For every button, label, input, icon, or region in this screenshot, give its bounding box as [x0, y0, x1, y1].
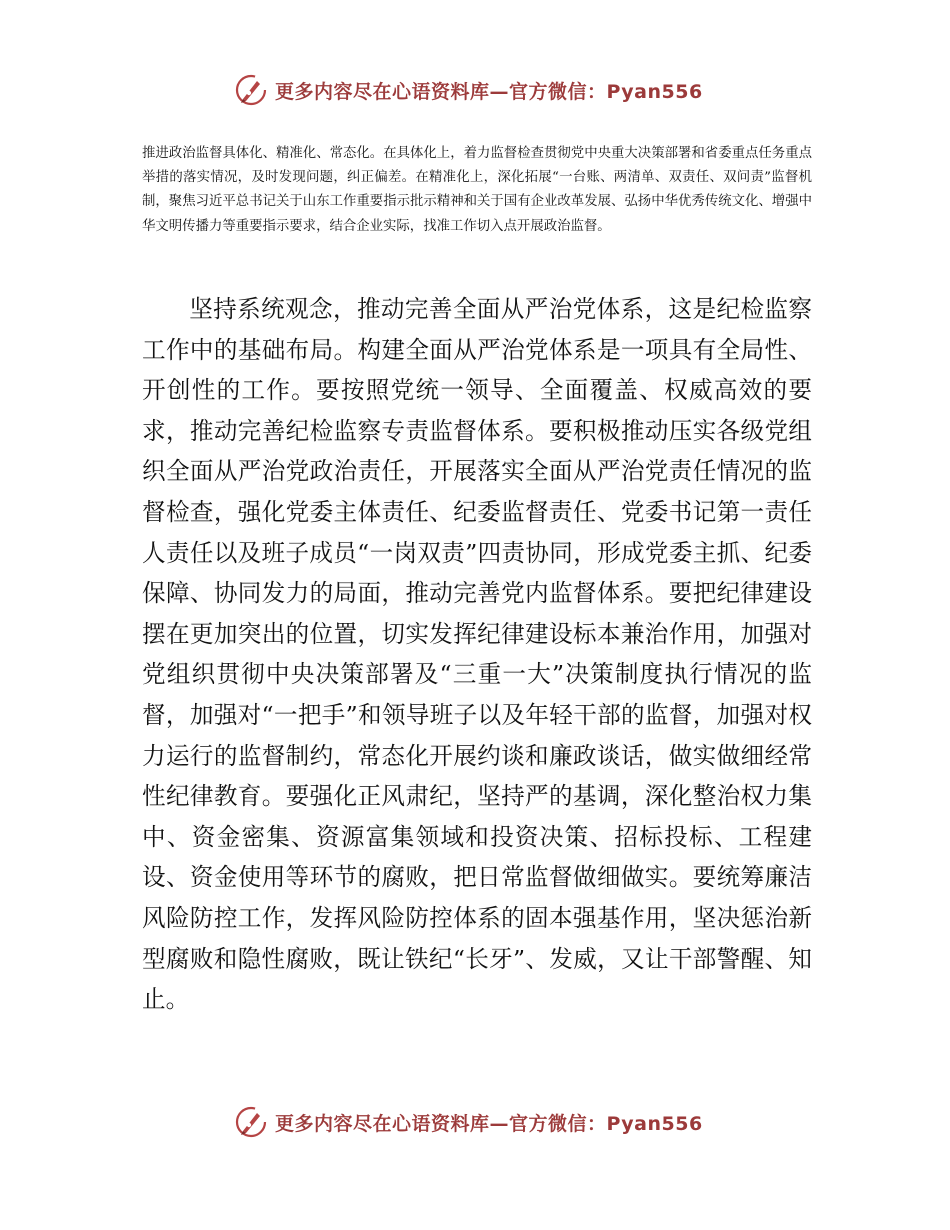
pen-circle-logo-icon: [233, 72, 269, 108]
header-banner-text: 更多内容尽在心语资料库—官方微信：Pyan556: [275, 80, 703, 103]
footer-banner-text: 更多内容尽在心语资料库—官方微信：Pyan556: [275, 1112, 703, 1135]
header-banner: [233, 70, 703, 110]
pen-circle-logo-icon: [233, 1104, 269, 1140]
body-paragraph-2: 坚持系统观念，推动完善全面从严治党体系，这是纪检监察工作中的基础布局。构建全面从严治党体系是一项具有全局性、开创性的工作。要按照党统一领导、全面覆盖、权威高效的要求，推动完善纪检监察专责监督体系。要积极推动压实各级党组织全面从严治党政治责任，开展落实全面从严治党责任情况的监督检查，强化党委主体责任、纪委监督责任、党委书记第一责任人责任以及班子成员“一岗双责”四责协同，形成党委主抓、纪委保障、协同发力的局面，推动完善党内监督体系。要把纪律建设摆在更加突出的位置，切实发挥纪律建设标本兼治作用，加强对党组织贯彻中央决策部署及“三重一大”决策制度执行情况的监督，加强对“一把手”和领导班子以及年轻干部的监督，加强对权力运行的监督制约，常态化开展约谈和廉政谈话，做实做细经常性纪律教育。要强化正风肃纪，坚持严的基调，深化整治权力集中、资金密集、资源富集领域和投资决策、招标投标、工程建设、资金使用等环节的腐败，把日常监督做细做实。要统筹廉洁风险防控工作，发挥风险防控体系的固本强基作用，坚决惩治新型腐败和隐性腐败，既让铁纪“长牙”、发威，又让干部警醒、知止。: [142, 295, 812, 1014]
footer-banner: [233, 1102, 703, 1142]
body-paragraph-1: 推进政治监督具体化、精准化、常态化。在具体化上，着力监督检查贯彻党中央重大决策部署和省委重点任务重点举措的落实情况，及时发现问题，纠正偏差。在精准化上，深化拓展“一台账、两清单、双责任、双问责”监督机制，聚焦习近平总书记关于山东工作重要指示批示精神和关于国有企业改革发展、弘扬中华优秀传统文化、增强中华文明传播力等重要指示要求，结合企业实际，找准工作切入点开展政治监督。: [142, 146, 812, 234]
